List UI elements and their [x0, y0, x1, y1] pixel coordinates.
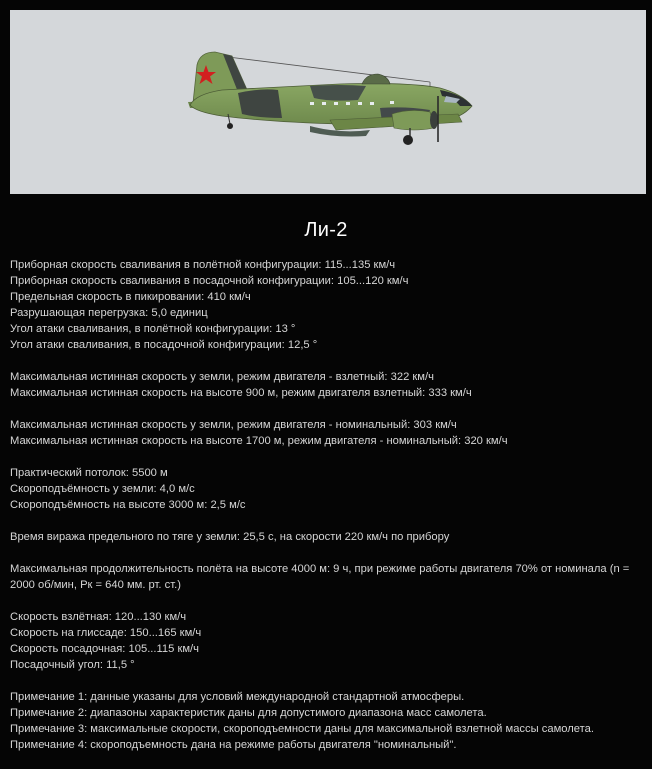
spec-line: Разрушающая перегрузка: 5,0 единиц: [10, 307, 208, 319]
spec-line: Максимальная истинная скорость у земли, режим двигателя - взлетный: 322 км/ч: [10, 371, 434, 383]
spec-group-stall: [10, 257, 646, 353]
spec-line: Угол атаки сваливания, в посадочной конфигурации: 12,5 °: [10, 339, 318, 351]
aircraft-image: [10, 10, 646, 194]
spec-line: Скорость на глиссаде: 150...165 км/ч: [10, 627, 202, 639]
spec-line: Посадочный угол: 11,5 °: [10, 659, 135, 671]
spec-line: Скороподъёмность на высоте 3000 м: 2,5 м/с: [10, 499, 246, 511]
note-line: Примечание 4: скороподъемность дана на режиме работы двигателя "номинальный".: [10, 739, 457, 751]
spec-group-landing: [10, 609, 646, 673]
note-line: Примечание 1: данные указаны для условий международной стандартной атмосферы.: [10, 691, 465, 703]
specifications-list: [10, 257, 646, 769]
spec-line: Практический потолок: 5500 м: [10, 467, 168, 479]
spec-line: Скороподъёмность у земли: 4,0 м/с: [10, 483, 195, 495]
note-line: Примечание 3: максимальные скорости, скороподъемности даны для максимальной взлетной массы самолета.: [10, 723, 594, 735]
spec-group-endurance: [10, 561, 646, 593]
spec-group-turn: [10, 529, 646, 545]
spec-group-notes: [10, 689, 646, 753]
spec-line: Максимальная истинная скорость на высоте 1700 м, режим двигателя - номинальный: 320 км/ч: [10, 435, 508, 447]
spec-line: Предельная скорость в пикировании: 410 км/ч: [10, 291, 251, 303]
spec-group-climb: [10, 465, 646, 513]
spec-line: Скорость посадочная: 105...115 км/ч: [10, 643, 199, 655]
spec-group-takeoff-speed: [10, 369, 646, 401]
spec-line: Максимальная продолжительность полёта на высоте 4000 м: 9 ч, при режиме работы двигателя 70% от номинала (n = 2000 об/мин, Pк = 640 мм. рт. ст.): [10, 563, 630, 591]
spec-line: Максимальная истинная скорость на высоте 900 м, режим двигателя взлетный: 333 км/ч: [10, 387, 472, 399]
spec-line: Время виража предельного по тяге у земли: 25,5 с, на скорости 220 км/ч по прибору: [10, 531, 450, 543]
spec-line: Приборная скорость сваливания в посадочной конфигурации: 105...120 км/ч: [10, 275, 409, 287]
note-line: Примечание 2: диапазоны характеристик даны для допустимого диапазона масс самолета.: [10, 707, 487, 719]
spec-group-nominal-speed: [10, 417, 646, 449]
spec-line: Скорость взлётная: 120...130 км/ч: [10, 611, 187, 623]
spec-line: Угол атаки сваливания, в полётной конфигурации: 13 °: [10, 323, 296, 335]
li-2-aircraft-illustration: [10, 10, 646, 194]
spec-line: Приборная скорость сваливания в полётной конфигурации: 115...135 км/ч: [10, 259, 396, 271]
spec-line: Максимальная истинная скорость у земли, режим двигателя - номинальный: 303 км/ч: [10, 419, 457, 431]
aircraft-title: Ли-2: [304, 219, 348, 241]
